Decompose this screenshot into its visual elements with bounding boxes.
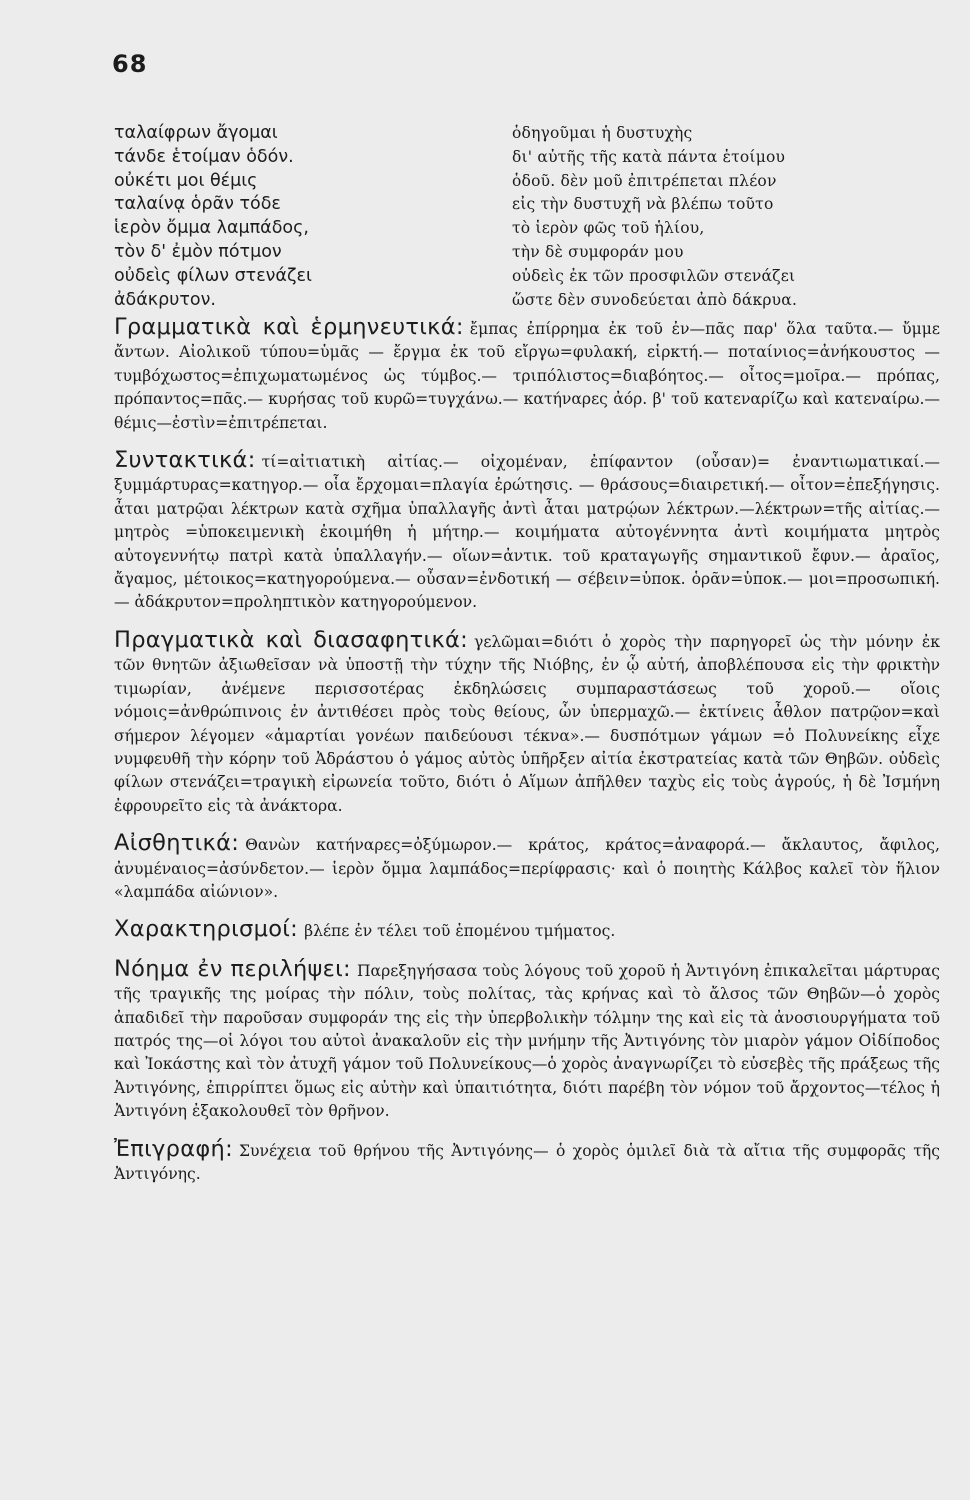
translation-line: εἰς τὴν δυστυχῆ νὰ βλέπω τοῦτο <box>512 195 774 214</box>
commentary <box>114 316 940 1186</box>
verse-line: ταλαίφρων ἄγομαι <box>114 123 278 143</box>
translation-line: οὐδεὶς ἐκ τῶν προσφιλῶν στενάζει <box>512 266 796 285</box>
page-number: 68 <box>112 50 148 78</box>
ancient-greek-verse <box>114 122 444 312</box>
translation-line: δι' αὐτῆς τῆς κατὰ πάντα ἑτοίμου <box>512 147 786 166</box>
section-factual <box>114 626 940 818</box>
section-heading: Γραμματικὰ καὶ ἑρμηνευτικά: <box>114 314 464 340</box>
section-syntax <box>114 449 940 615</box>
verse-line: τάνδε ἑτοίμαν ὁδόν. <box>114 146 294 167</box>
verse-line: τὸν δ' ἐμὸν πότμον <box>114 241 282 262</box>
section-heading: Πραγματικὰ καὶ διασαφητικά: <box>114 626 469 653</box>
translation <box>512 122 926 312</box>
section-text: τί=αἰτιατικὴ αἰτίας.— οἰχομέναν, ἐπίφαντον (οὖσαν)= ἐναντιωματικαί.— ξυμμάρτυρας=κατηγορ.— οἷα ἔρχομαι=πλαγία ἐρώτησις. — θράσους=διαιρετική.— οἶτον=ἐπεξήγησις. ἆται ματρῷαι λέκτρων κατὰ σχῆμα ὑπαλλαγῆς ἀντὶ ἆται ματρῴων λέκτρων.—λέκτρων=τῆς αἰτίας.— μητρὸς =ὑποκειμενικὴ ἐκοιμήθη ἡ μήτηρ.— κοιμήματα αὐτογέννητα ἀντὶ κοιμήματα μητρὸς αὐτογεννήτῳ πατρὶ κατὰ ὑπαλλαγήν.— οἵων=ἀντικ. τοῦ κραταγωγῆς σημαντικοῦ ἔφυν.— ἀραῖος, ἄγαμος, μέτοικος=κατηγορούμενα.— οὖσαν=ἐνδοτική — σέβειν=ὑποκ. ὁρᾶν=ὑποκ.— μοι=προσωπική.— ἀδάκρυτον=προληπτικὸν κατηγορούμενον. <box>114 453 940 612</box>
section-heading: Αἰσθητικά: <box>114 830 240 857</box>
section-heading: Χαρακτηρισμοί: <box>114 916 299 943</box>
translation-line: ὁδηγοῦμαι ἡ δυστυχὴς <box>512 124 693 142</box>
section-heading: Ἐπιγραφή: <box>114 1135 233 1162</box>
section-text: γελῶμαι=διότι ὁ χορὸς τὴν παρηγορεῖ ὡς τὴν μόνην ἐκ τῶν θνητῶν ἀξιωθεῖσαν νὰ ὑποστῇ τὴν τύχην τῆς Νιόβης, ἐν ᾧ αὐτή, ἀποβλέπουσα εἰς τὴν φρικτὴν τιμωρίαν, ἀνέμενε περισσοτέρας ἐκδηλώσεις συμπαραστάσεως τοῦ χοροῦ.— οἵοις νόμοις=ἀνθρώπινοις ἐν ἀντιθέσει πρὸς τοὺς θείους, ὧν ὑπερμαχῶ.— ἐκτίνεις ἆθλον πατρῷον=καὶ σήμερον λέγομεν «ἁμαρτίαι γονέων παιδεύουσι τέκνα».— δυσπότμων γάμων =ὁ Πολυνείκης εἶχε νυμφευθῆ τὴν κόρην τοῦ Ἀδράστου ὁ γάμος αὐτὸς ὑπῆρξεν αἰτία ἐκστρατείας κατὰ τῶν Θηβῶν. οὐδεὶς φίλων στενάζει=τραγικὴ εἰρωνεία τοῦτο, διότι ὁ Αἵμων ἀπῆλθεν ταχὺς εἰς τοὺς ἀγρούς, ἡ δὲ Ἰσμήνη ἐφρουρεῖτο εἰς τὰ ἀνάκτορα. <box>114 632 940 815</box>
verse-line: ἀδάκρυτον. <box>114 289 216 310</box>
translation-line: ὥστε δὲν συνοδεύεται ἀπὸ δάκρυα. <box>512 290 798 309</box>
section-text: βλέπε ἐν τέλει τοῦ ἑπομένου τμήματος. <box>304 922 616 941</box>
section-aesthetic <box>114 832 940 904</box>
verse-line: οὐκέτι μοι θέμις <box>114 170 258 191</box>
verse-line: οὐδεὶς φίλων στενάζει <box>114 265 312 286</box>
poem-columns <box>114 122 926 312</box>
translation-line: τὴν δὲ συμφοράν μου <box>512 242 684 261</box>
section-title <box>114 1135 940 1187</box>
section-heading: Συντακτικά: <box>114 447 256 474</box>
section-grammar <box>114 316 940 435</box>
section-text: Θανὼν κατήναρες=ὀξύμωρον.— κράτος, κράτος=ἀναφορά.— ἄκλαυτος, ἄφιλος, ἀνυμέναιος=ἀσύνδετον.— ἱερὸν ὄμμα λαμπάδος=περίφρασις· καὶ ὁ ποιητὴς Κάλβος καλεῖ τὸν ἥλιον «λαμπάδα αἰώνιον». <box>114 836 940 901</box>
verse-line: ἱερὸν ὄμμα λαμπάδος, <box>114 218 309 239</box>
verse-line: ταλαίνᾳ ὁρᾶν τόδε <box>114 194 281 215</box>
section-text: Συνέχεια τοῦ θρήνου τῆς Ἀντιγόνης— ὁ χορὸς ὁμιλεῖ διὰ τὰ αἴτια τῆς συμφορᾶς τῆς Ἀντιγόνης. <box>114 1141 940 1183</box>
translation-line: τὸ ἱερὸν φῶς τοῦ ἡλίου, <box>512 219 705 238</box>
section-characterizations <box>114 918 940 943</box>
translation-line: ὁδοῦ. δὲν μοῦ ἐπιτρέπεται πλέον <box>512 171 777 190</box>
section-summary <box>114 955 941 1124</box>
section-text: Παρεξηγήσασα τοὺς λόγους τοῦ χοροῦ ἡ Ἀντιγόνη ἐπικαλεῖται μάρτυρας τῆς τραγικῆς της μοίρας τὴν πόλιν, τοὺς πολίτας, τὰς κρήνας καὶ τὸ ἄλσος τῶν Θηβῶν—ὁ χορὸς ἀπαδιδεῖ τὴν παροῦσαν συμφοράν της εἰς τὴν ὑπερβολικὴν τόλμην της καὶ εἰς τὰ ἀνοσιουργήματα τοῦ πατρός της—οἱ λόγοι του αὐτοὶ ἀνακαλοῦν εἰς τὴν μνήμην τῆς Ἀντιγόνης τὸν μιαρὸν γάμον Οἰδίποδος καὶ Ἰοκάστης καὶ τὸν ἀτυχῆ γάμον τοῦ Πολυνείκους—ὁ χορὸς ἀναγνωρίζει τὸ εὐσεβὲς τῆς πράξεως τῆς Ἀντιγόνης, ἐπιρρίπτει ὅμως εἰς αὐτὴν καὶ ὑπαιτιότητα, διότι παρέβη τὸν νόμον τοῦ ἄρχοντος—τέλος ἡ Ἀντιγόνη ἐξακολουθεῖ τὸν θρῆνον. <box>114 961 941 1121</box>
section-text: ἔμπας ἐπίρρημα ἐκ τοῦ ἐν—πᾶς παρ' ὅλα ταῦτα.— ὔμμε ἄντων. Αἰολικοῦ τύπου=ὑμᾶς — ἔργμα ἐκ τοῦ εἴργω=φυλακή, εἱρκτή.— ποταίνιος=ἀνήκουστος — τυμβόχωστος=ἐπιχωματωμένος ὡς τύμβος.— τριπόλιστος=διαβόητος.— οἶτος=μοῖρα.— πρόπας, πρόπαντος=πᾶς.— κυρήσας τοῦ κυρῶ=τυγχάνω.— κατήναρες ἀόρ. β' τοῦ κατεναρίζω καὶ κατεναίρω.— θέμις—ἐστὶν=ἐπιτρέπεται. <box>114 320 941 432</box>
section-heading: Νόημα ἐν περιλήψει: <box>114 955 351 982</box>
